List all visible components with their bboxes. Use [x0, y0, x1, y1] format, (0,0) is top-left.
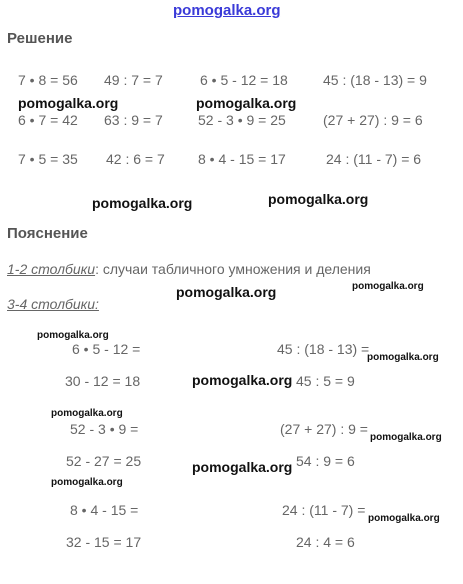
solution-eq: 24 : (11 - 7) = 6: [326, 151, 422, 167]
watermark-text: pomogalka.org: [192, 459, 293, 475]
step-expr: 24 : (11 - 7) =: [282, 502, 366, 518]
watermark-text: pomogalka.org: [268, 191, 369, 207]
watermark-text: pomogalka.org: [18, 95, 119, 111]
step-expr: (27 + 27) : 9 =: [280, 421, 368, 437]
site-link[interactable]: pomogalka.org: [173, 2, 281, 19]
step-calc: 54 : 9 = 6: [296, 453, 355, 469]
watermark-text: pomogalka.org: [176, 284, 277, 300]
solution-eq: 7 • 5 = 35: [18, 151, 78, 167]
watermark-text: pomogalka.org: [368, 513, 440, 524]
solution-heading: Решение: [7, 30, 73, 47]
step-calc: 30 - 12 = 18: [65, 373, 141, 389]
cols34-label: 3-4 столбики:: [7, 296, 99, 312]
cols12-text: : случаи табличного умножения и деления: [95, 261, 371, 277]
step-calc: 45 : 5 = 9: [296, 373, 355, 389]
step-expr: 52 - 3 • 9 =: [70, 421, 139, 437]
solution-eq: (27 + 27) : 9 = 6: [323, 112, 423, 128]
watermark-text: pomogalka.org: [370, 432, 442, 443]
watermark-text: pomogalka.org: [92, 195, 193, 211]
watermark-text: pomogalka.org: [51, 408, 123, 419]
solution-eq: 52 - 3 • 9 = 25: [198, 112, 286, 128]
step-calc: 32 - 15 = 17: [66, 534, 142, 550]
solution-eq: 6 • 7 = 42: [18, 112, 78, 128]
watermark-text: pomogalka.org: [192, 372, 293, 388]
solution-eq: 8 • 4 - 15 = 17: [198, 151, 286, 167]
solution-eq: 49 : 7 = 7: [104, 72, 163, 88]
solution-eq: 63 : 9 = 7: [104, 112, 163, 128]
solution-eq: 42 : 6 = 7: [106, 151, 165, 167]
watermark-text: pomogalka.org: [37, 330, 109, 341]
explanation-heading: Пояснение: [7, 225, 88, 242]
step-expr: 6 • 5 - 12 =: [72, 341, 141, 357]
solution-eq: 6 • 5 - 12 = 18: [200, 72, 288, 88]
watermark-text: pomogalka.org: [367, 352, 439, 363]
watermark-text: pomogalka.org: [196, 95, 297, 111]
solution-eq: 45 : (18 - 13) = 9: [323, 72, 427, 88]
watermark-text: pomogalka.org: [51, 477, 123, 488]
step-calc: 24 : 4 = 6: [296, 534, 355, 550]
step-expr: 45 : (18 - 13) =: [277, 341, 370, 357]
step-calc: 52 - 27 = 25: [66, 453, 142, 469]
step-expr: 8 • 4 - 15 =: [70, 502, 139, 518]
solution-eq: 7 • 8 = 56: [18, 72, 78, 88]
cols12-label: 1-2 столбики: [7, 261, 96, 277]
explanation-line-1: [7, 261, 371, 277]
watermark-text: pomogalka.org: [352, 281, 424, 292]
